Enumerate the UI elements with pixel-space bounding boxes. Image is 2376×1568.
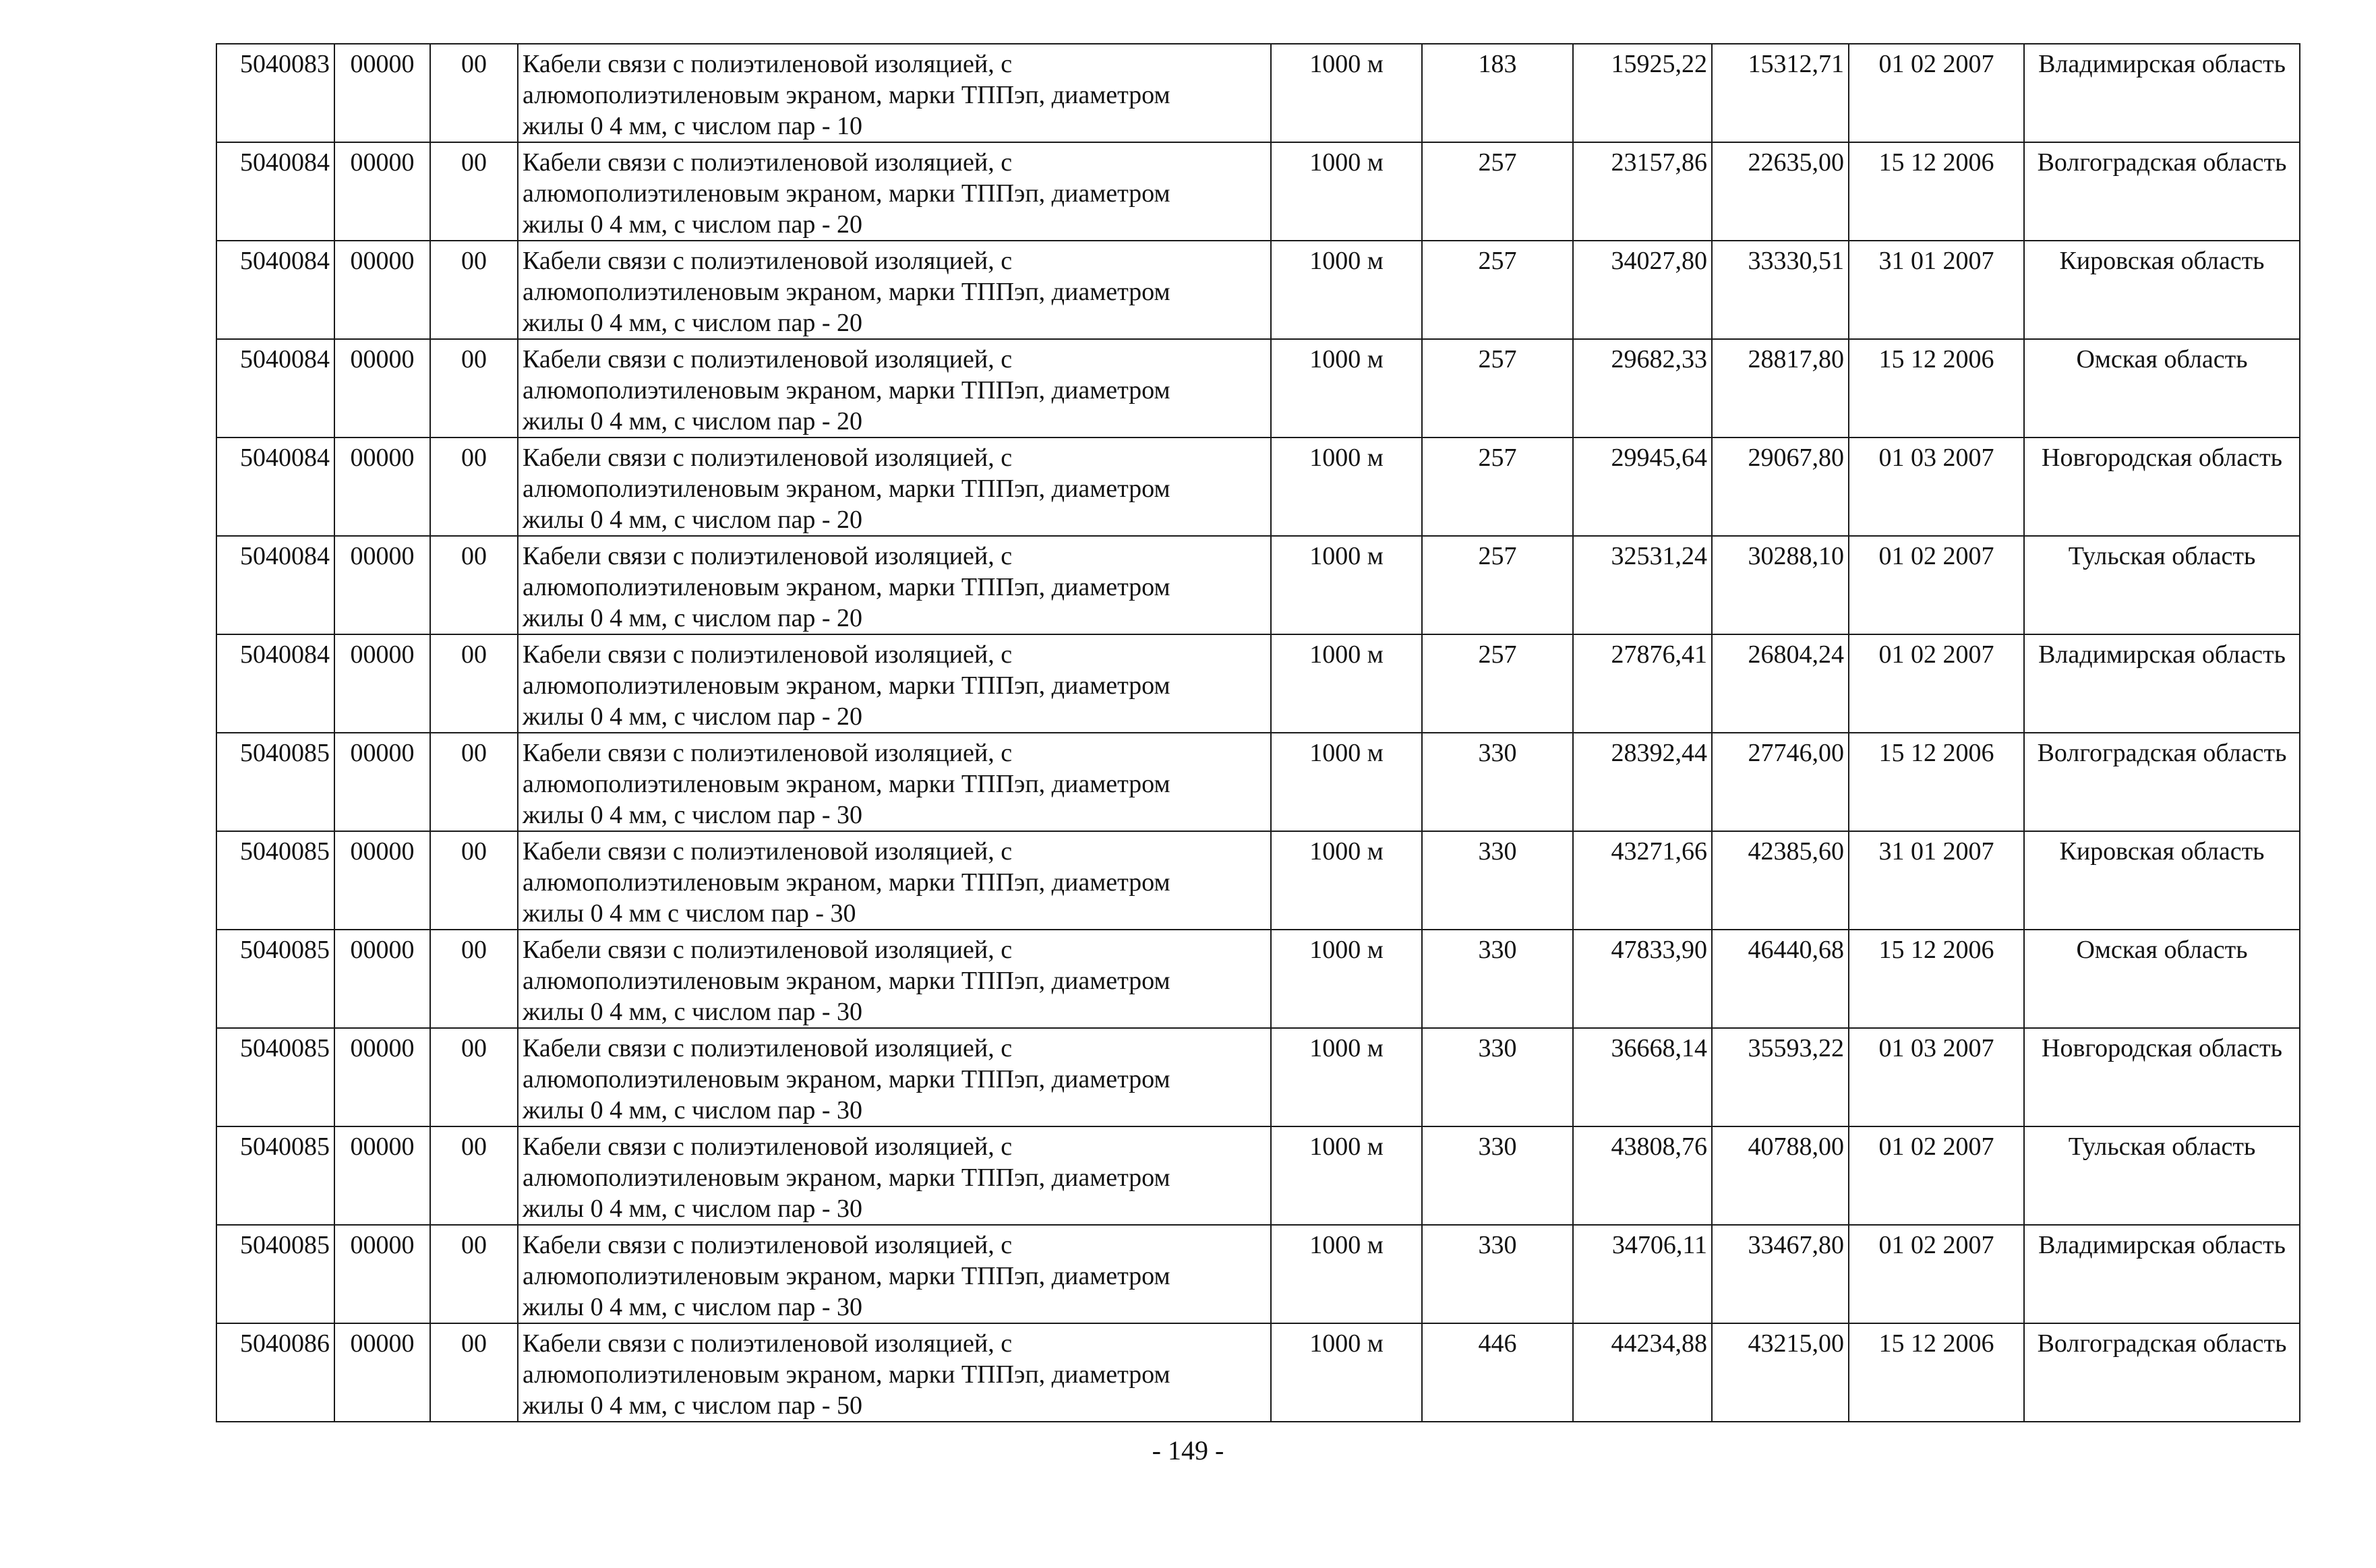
index-cell: 00 — [430, 1028, 518, 1126]
price-cell: 46440,68 — [1712, 930, 1849, 1028]
region-cell: Владимирская область — [2024, 634, 2300, 733]
description-line-3: жилы 0 4 мм, с числом пар - 30 — [523, 801, 863, 829]
index-cell: 00 — [430, 930, 518, 1028]
table-row — [216, 142, 2300, 241]
price-cell: 28817,80 — [1712, 339, 1849, 438]
quantity-cell: 330 — [1422, 1028, 1573, 1126]
price-cell: 43215,00 — [1712, 1323, 1849, 1422]
date-cell: 31 01 2007 — [1849, 831, 2024, 930]
quantity-cell: 257 — [1422, 634, 1573, 733]
table-row — [216, 241, 2300, 339]
description-line-3: жилы 0 4 мм, с числом пар - 30 — [523, 998, 863, 1026]
date-cell: 01 03 2007 — [1849, 438, 2024, 536]
unit-cell: 1000 м — [1271, 339, 1422, 438]
description-line-1: Кабели связи с полиэтиленовой изоляцией, с — [523, 542, 1013, 570]
description-line-1: Кабели связи с полиэтиленовой изоляцией, с — [523, 1329, 1013, 1358]
description-line-1: Кабели связи с полиэтиленовой изоляцией, с — [523, 345, 1013, 373]
description-line-3: жилы 0 4 мм, с числом пар - 20 — [523, 210, 863, 239]
price-with-vat-cell: 36668,14 — [1573, 1028, 1712, 1126]
price-with-vat-cell: 43271,66 — [1573, 831, 1712, 930]
unit-cell: 1000 м — [1271, 1028, 1422, 1126]
description-line-3: жилы 0 4 мм, с числом пар - 30 — [523, 1293, 863, 1321]
description-cell — [518, 438, 1271, 536]
region-cell: Тульская область — [2024, 536, 2300, 634]
index-cell: 00 — [430, 1126, 518, 1225]
unit-cell: 1000 м — [1271, 241, 1422, 339]
subcode-cell: 00000 — [334, 44, 430, 142]
date-cell: 01 02 2007 — [1849, 44, 2024, 142]
description-line-2: алюмополиэтиленовым экраном, марки ТППэп, диаметром — [523, 376, 1170, 404]
table-row — [216, 339, 2300, 438]
quantity-cell: 257 — [1422, 241, 1573, 339]
table-row — [216, 930, 2300, 1028]
date-cell: 01 02 2007 — [1849, 536, 2024, 634]
price-cell: 33467,80 — [1712, 1225, 1849, 1323]
table-row — [216, 1323, 2300, 1422]
description-line-2: алюмополиэтиленовым экраном, марки ТППэп, диаметром — [523, 967, 1170, 995]
description-line-1: Кабели связи с полиэтиленовой изоляцией, с — [523, 247, 1013, 275]
price-cell: 15312,71 — [1712, 44, 1849, 142]
price-with-vat-cell: 27876,41 — [1573, 634, 1712, 733]
material-code-cell: 5040084 — [216, 339, 334, 438]
region-cell: Новгородская область — [2024, 438, 2300, 536]
date-cell: 15 12 2006 — [1849, 930, 2024, 1028]
index-cell: 00 — [430, 1225, 518, 1323]
description-cell — [518, 1028, 1271, 1126]
price-cell: 30288,10 — [1712, 536, 1849, 634]
price-with-vat-cell: 15925,22 — [1573, 44, 1712, 142]
subcode-cell: 00000 — [334, 634, 430, 733]
subcode-cell: 00000 — [334, 1028, 430, 1126]
index-cell: 00 — [430, 438, 518, 536]
description-line-2: алюмополиэтиленовым экраном, марки ТППэп, диаметром — [523, 1360, 1170, 1389]
quantity-cell: 257 — [1422, 536, 1573, 634]
description-line-2: алюмополиэтиленовым экраном, марки ТППэп, диаметром — [523, 278, 1170, 306]
region-cell: Волгоградская область — [2024, 1323, 2300, 1422]
description-line-2: алюмополиэтиленовым экраном, марки ТППэп, диаметром — [523, 1065, 1170, 1093]
price-with-vat-cell: 34027,80 — [1573, 241, 1712, 339]
date-cell: 31 01 2007 — [1849, 241, 2024, 339]
material-code-cell: 5040083 — [216, 44, 334, 142]
region-cell: Волгоградская область — [2024, 733, 2300, 831]
price-with-vat-cell: 29682,33 — [1573, 339, 1712, 438]
price-with-vat-cell: 44234,88 — [1573, 1323, 1712, 1422]
quantity-cell: 330 — [1422, 733, 1573, 831]
subcode-cell: 00000 — [334, 241, 430, 339]
description-line-2: алюмополиэтиленовым экраном, марки ТППэп, диаметром — [523, 573, 1170, 601]
region-cell: Владимирская область — [2024, 1225, 2300, 1323]
description-line-3: жилы 0 4 мм, с числом пар - 50 — [523, 1391, 863, 1420]
quantity-cell: 446 — [1422, 1323, 1573, 1422]
unit-cell: 1000 м — [1271, 1225, 1422, 1323]
price-with-vat-cell: 43808,76 — [1573, 1126, 1712, 1225]
price-with-vat-cell: 34706,11 — [1573, 1225, 1712, 1323]
unit-cell: 1000 м — [1271, 44, 1422, 142]
description-line-3: жилы 0 4 мм, с числом пар - 20 — [523, 506, 863, 534]
quantity-cell: 330 — [1422, 1225, 1573, 1323]
subcode-cell: 00000 — [334, 1323, 430, 1422]
unit-cell: 1000 м — [1271, 831, 1422, 930]
description-line-2: алюмополиэтиленовым экраном, марки ТППэп, диаметром — [523, 81, 1170, 109]
price-with-vat-cell: 47833,90 — [1573, 930, 1712, 1028]
material-code-cell: 5040084 — [216, 241, 334, 339]
table-row — [216, 634, 2300, 733]
date-cell: 15 12 2006 — [1849, 1323, 2024, 1422]
description-line-2: алюмополиэтиленовым экраном, марки ТППэп, диаметром — [523, 1164, 1170, 1192]
material-code-cell: 5040084 — [216, 142, 334, 241]
quantity-cell: 257 — [1422, 142, 1573, 241]
table-row — [216, 733, 2300, 831]
description-line-1: Кабели связи с полиэтиленовой изоляцией, с — [523, 837, 1013, 866]
description-cell — [518, 1225, 1271, 1323]
document-sheet — [216, 43, 2300, 1422]
region-cell: Волгоградская область — [2024, 142, 2300, 241]
subcode-cell: 00000 — [334, 733, 430, 831]
description-cell — [518, 733, 1271, 831]
description-line-3: жилы 0 4 мм, с числом пар - 20 — [523, 604, 863, 632]
material-code-cell: 5040084 — [216, 536, 334, 634]
material-code-cell: 5040085 — [216, 1225, 334, 1323]
description-cell — [518, 44, 1271, 142]
description-line-3: жилы 0 4 мм с числом пар - 30 — [523, 899, 856, 928]
unit-cell: 1000 м — [1271, 634, 1422, 733]
index-cell: 00 — [430, 1323, 518, 1422]
index-cell: 00 — [430, 536, 518, 634]
subcode-cell: 00000 — [334, 438, 430, 536]
material-code-cell: 5040086 — [216, 1323, 334, 1422]
unit-cell: 1000 м — [1271, 1323, 1422, 1422]
index-cell: 00 — [430, 241, 518, 339]
subcode-cell: 00000 — [334, 831, 430, 930]
price-cell: 33330,51 — [1712, 241, 1849, 339]
material-code-cell: 5040084 — [216, 634, 334, 733]
table-row — [216, 1028, 2300, 1126]
date-cell: 01 02 2007 — [1849, 634, 2024, 733]
price-table — [216, 43, 2300, 1422]
description-line-1: Кабели связи с полиэтиленовой изоляцией, с — [523, 444, 1013, 472]
region-cell: Тульская область — [2024, 1126, 2300, 1225]
subcode-cell: 00000 — [334, 1126, 430, 1225]
index-cell: 00 — [430, 339, 518, 438]
description-line-1: Кабели связи с полиэтиленовой изоляцией, с — [523, 50, 1013, 78]
material-code-cell: 5040085 — [216, 1028, 334, 1126]
table-row — [216, 536, 2300, 634]
region-cell: Кировская область — [2024, 831, 2300, 930]
unit-cell: 1000 м — [1271, 1126, 1422, 1225]
description-line-1: Кабели связи с полиэтиленовой изоляцией, с — [523, 936, 1013, 964]
region-cell: Омская область — [2024, 930, 2300, 1028]
price-cell: 29067,80 — [1712, 438, 1849, 536]
price-with-vat-cell: 29945,64 — [1573, 438, 1712, 536]
subcode-cell: 00000 — [334, 142, 430, 241]
price-cell: 35593,22 — [1712, 1028, 1849, 1126]
price-cell: 27746,00 — [1712, 733, 1849, 831]
region-cell: Новгородская область — [2024, 1028, 2300, 1126]
unit-cell: 1000 м — [1271, 438, 1422, 536]
subcode-cell: 00000 — [334, 536, 430, 634]
region-cell: Омская область — [2024, 339, 2300, 438]
material-code-cell: 5040085 — [216, 831, 334, 930]
quantity-cell: 330 — [1422, 930, 1573, 1028]
date-cell: 15 12 2006 — [1849, 339, 2024, 438]
index-cell: 00 — [430, 733, 518, 831]
description-line-2: алюмополиэтиленовым экраном, марки ТППэп, диаметром — [523, 770, 1170, 798]
description-line-2: алюмополиэтиленовым экраном, марки ТППэп, диаметром — [523, 671, 1170, 700]
price-cell: 42385,60 — [1712, 831, 1849, 930]
region-cell: Кировская область — [2024, 241, 2300, 339]
description-line-3: жилы 0 4 мм, с числом пар - 20 — [523, 309, 863, 337]
description-line-2: алюмополиэтиленовым экраном, марки ТППэп, диаметром — [523, 179, 1170, 208]
description-cell — [518, 930, 1271, 1028]
description-line-3: жилы 0 4 мм, с числом пар - 30 — [523, 1195, 863, 1223]
index-cell: 00 — [430, 634, 518, 733]
description-line-2: алюмополиэтиленовым экраном, марки ТППэп, диаметром — [523, 868, 1170, 897]
date-cell: 01 02 2007 — [1849, 1225, 2024, 1323]
table-row — [216, 1126, 2300, 1225]
description-line-1: Кабели связи с полиэтиленовой изоляцией, с — [523, 739, 1013, 767]
subcode-cell: 00000 — [334, 339, 430, 438]
date-cell: 15 12 2006 — [1849, 142, 2024, 241]
price-cell: 40788,00 — [1712, 1126, 1849, 1225]
quantity-cell: 257 — [1422, 438, 1573, 536]
description-line-1: Кабели связи с полиэтиленовой изоляцией, с — [523, 1133, 1013, 1161]
price-cell: 26804,24 — [1712, 634, 1849, 733]
unit-cell: 1000 м — [1271, 142, 1422, 241]
page-number: - 149 - — [1152, 1435, 1224, 1466]
table-row — [216, 44, 2300, 142]
material-code-cell: 5040085 — [216, 1126, 334, 1225]
description-cell — [518, 831, 1271, 930]
price-with-vat-cell: 32531,24 — [1573, 536, 1712, 634]
date-cell: 01 02 2007 — [1849, 1126, 2024, 1225]
date-cell: 01 03 2007 — [1849, 1028, 2024, 1126]
description-cell — [518, 339, 1271, 438]
quantity-cell: 330 — [1422, 1126, 1573, 1225]
quantity-cell: 257 — [1422, 339, 1573, 438]
description-line-1: Кабели связи с полиэтиленовой изоляцией, с — [523, 1034, 1013, 1062]
description-cell — [518, 142, 1271, 241]
material-code-cell: 5040085 — [216, 733, 334, 831]
description-line-2: алюмополиэтиленовым экраном, марки ТППэп, диаметром — [523, 475, 1170, 503]
date-cell: 15 12 2006 — [1849, 733, 2024, 831]
price-with-vat-cell: 23157,86 — [1573, 142, 1712, 241]
description-line-1: Кабели связи с полиэтиленовой изоляцией, с — [523, 148, 1013, 177]
material-code-cell: 5040084 — [216, 438, 334, 536]
description-cell — [518, 1126, 1271, 1225]
quantity-cell: 330 — [1422, 831, 1573, 930]
subcode-cell: 00000 — [334, 930, 430, 1028]
description-line-3: жилы 0 4 мм, с числом пар - 20 — [523, 702, 863, 731]
index-cell: 00 — [430, 142, 518, 241]
description-line-1: Кабели связи с полиэтиленовой изоляцией, с — [523, 1231, 1013, 1259]
description-line-3: жилы 0 4 мм, с числом пар - 10 — [523, 112, 863, 140]
description-line-3: жилы 0 4 мм, с числом пар - 30 — [523, 1096, 863, 1124]
index-cell: 00 — [430, 44, 518, 142]
table-row — [216, 438, 2300, 536]
price-cell: 22635,00 — [1712, 142, 1849, 241]
unit-cell: 1000 м — [1271, 536, 1422, 634]
material-code-cell: 5040085 — [216, 930, 334, 1028]
quantity-cell: 183 — [1422, 44, 1573, 142]
table-row — [216, 1225, 2300, 1323]
unit-cell: 1000 м — [1271, 733, 1422, 831]
description-cell — [518, 1323, 1271, 1422]
description-cell — [518, 241, 1271, 339]
subcode-cell: 00000 — [334, 1225, 430, 1323]
description-line-1: Кабели связи с полиэтиленовой изоляцией, с — [523, 640, 1013, 669]
price-with-vat-cell: 28392,44 — [1573, 733, 1712, 831]
table-row — [216, 831, 2300, 930]
description-cell — [518, 634, 1271, 733]
index-cell: 00 — [430, 831, 518, 930]
unit-cell: 1000 м — [1271, 930, 1422, 1028]
table-body — [216, 44, 2300, 1422]
region-cell: Владимирская область — [2024, 44, 2300, 142]
description-cell — [518, 536, 1271, 634]
description-line-3: жилы 0 4 мм, с числом пар - 20 — [523, 407, 863, 435]
description-line-2: алюмополиэтиленовым экраном, марки ТППэп, диаметром — [523, 1262, 1170, 1290]
